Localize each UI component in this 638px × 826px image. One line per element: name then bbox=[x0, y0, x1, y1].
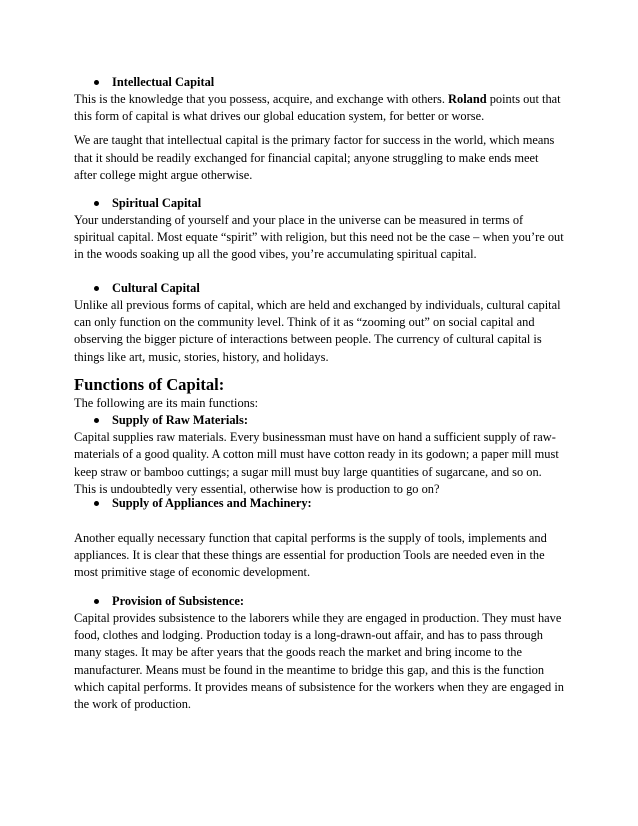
section-intellectual bbox=[74, 74, 564, 184]
section-title: Functions of Capital: bbox=[74, 375, 225, 394]
bullet-icon bbox=[94, 418, 99, 423]
heading-appliances-machinery: Supply of Appliances and Machinery: bbox=[74, 495, 564, 512]
bullet-icon bbox=[94, 201, 99, 206]
bullet-icon bbox=[94, 599, 99, 604]
heading-provision-subsistence: Provision of Subsistence: bbox=[74, 593, 564, 610]
paragraph: We are taught that intellectual capital is the primary factor for success in the world, which means that it should be readily exchanged for financial capital; anyone struggling to make ends meet after college might argue otherwise. bbox=[74, 133, 555, 182]
paragraph: Your understanding of yourself and your place in the universe can be measured in terms of spiritual capital. Most equate “spirit” with religion, but this need not be the case – when you’re out in the woods soaking up all the good vibes, you’re accumulating spiritual capital. bbox=[74, 213, 564, 262]
paragraph: Capital supplies raw materials. Every businessman must have on hand a sufficient supply of raw-materials of a good quality. A cotton mill must have cotton ready in its godown; a paper mill must keep straw or bamboo cuttings; a sugar mill must buy large quantities of sugarcane, and so on. This is undoubtedly very essential, otherwise how is production to go on? bbox=[74, 430, 559, 496]
paragraph: Capital provides subsistence to the laborers while they are engaged in production. They must have food, clothes and lodging. Production today is a long-drawn-out affair, and has to pass through many stages. It may be after years that the goods reach the market and bring income to the manufacturer. Means must be found in the meantime to bridge this gap, and this is the function which capital performs. It provides means of subsistence for the workers when they are engaged in the work of production. bbox=[74, 611, 564, 712]
paragraph: Another equally necessary function that capital performs is the supply of tools, implements and appliances. It is clear that these things are essential for production Tools are needed even in the most primitive stage of economic development. bbox=[74, 531, 547, 580]
heading-cultural-capital: Cultural Capital bbox=[74, 280, 564, 297]
bullet-icon bbox=[94, 501, 99, 506]
paragraph: Unlike all previous forms of capital, which are held and exchanged by individuals, cultural capital can only function on the community level. Think of it as “zooming out” on social capital and observing the bigger picture of interactions between people. The currency of cultural capital is things like art, music, stories, history, and holidays. bbox=[74, 298, 561, 364]
bullet-icon bbox=[94, 286, 99, 291]
section-spiritual bbox=[74, 195, 564, 264]
section-subsistence bbox=[74, 593, 564, 713]
heading-raw-materials: Supply of Raw Materials: bbox=[74, 412, 564, 429]
heading-spiritual-capital: Spiritual Capital bbox=[74, 195, 564, 212]
section-cultural bbox=[74, 280, 564, 366]
section-functions bbox=[74, 375, 564, 498]
bullet-icon bbox=[94, 80, 99, 85]
section-appliances bbox=[74, 495, 564, 582]
heading-intellectual-capital: Intellectual Capital bbox=[74, 74, 564, 91]
intro-text: The following are its main functions: bbox=[74, 396, 259, 410]
paragraph: This is the knowledge that you possess, acquire, and exchange with others. Roland points out that this form of capital is what drives our global education system, for better or worse. bbox=[74, 92, 561, 124]
